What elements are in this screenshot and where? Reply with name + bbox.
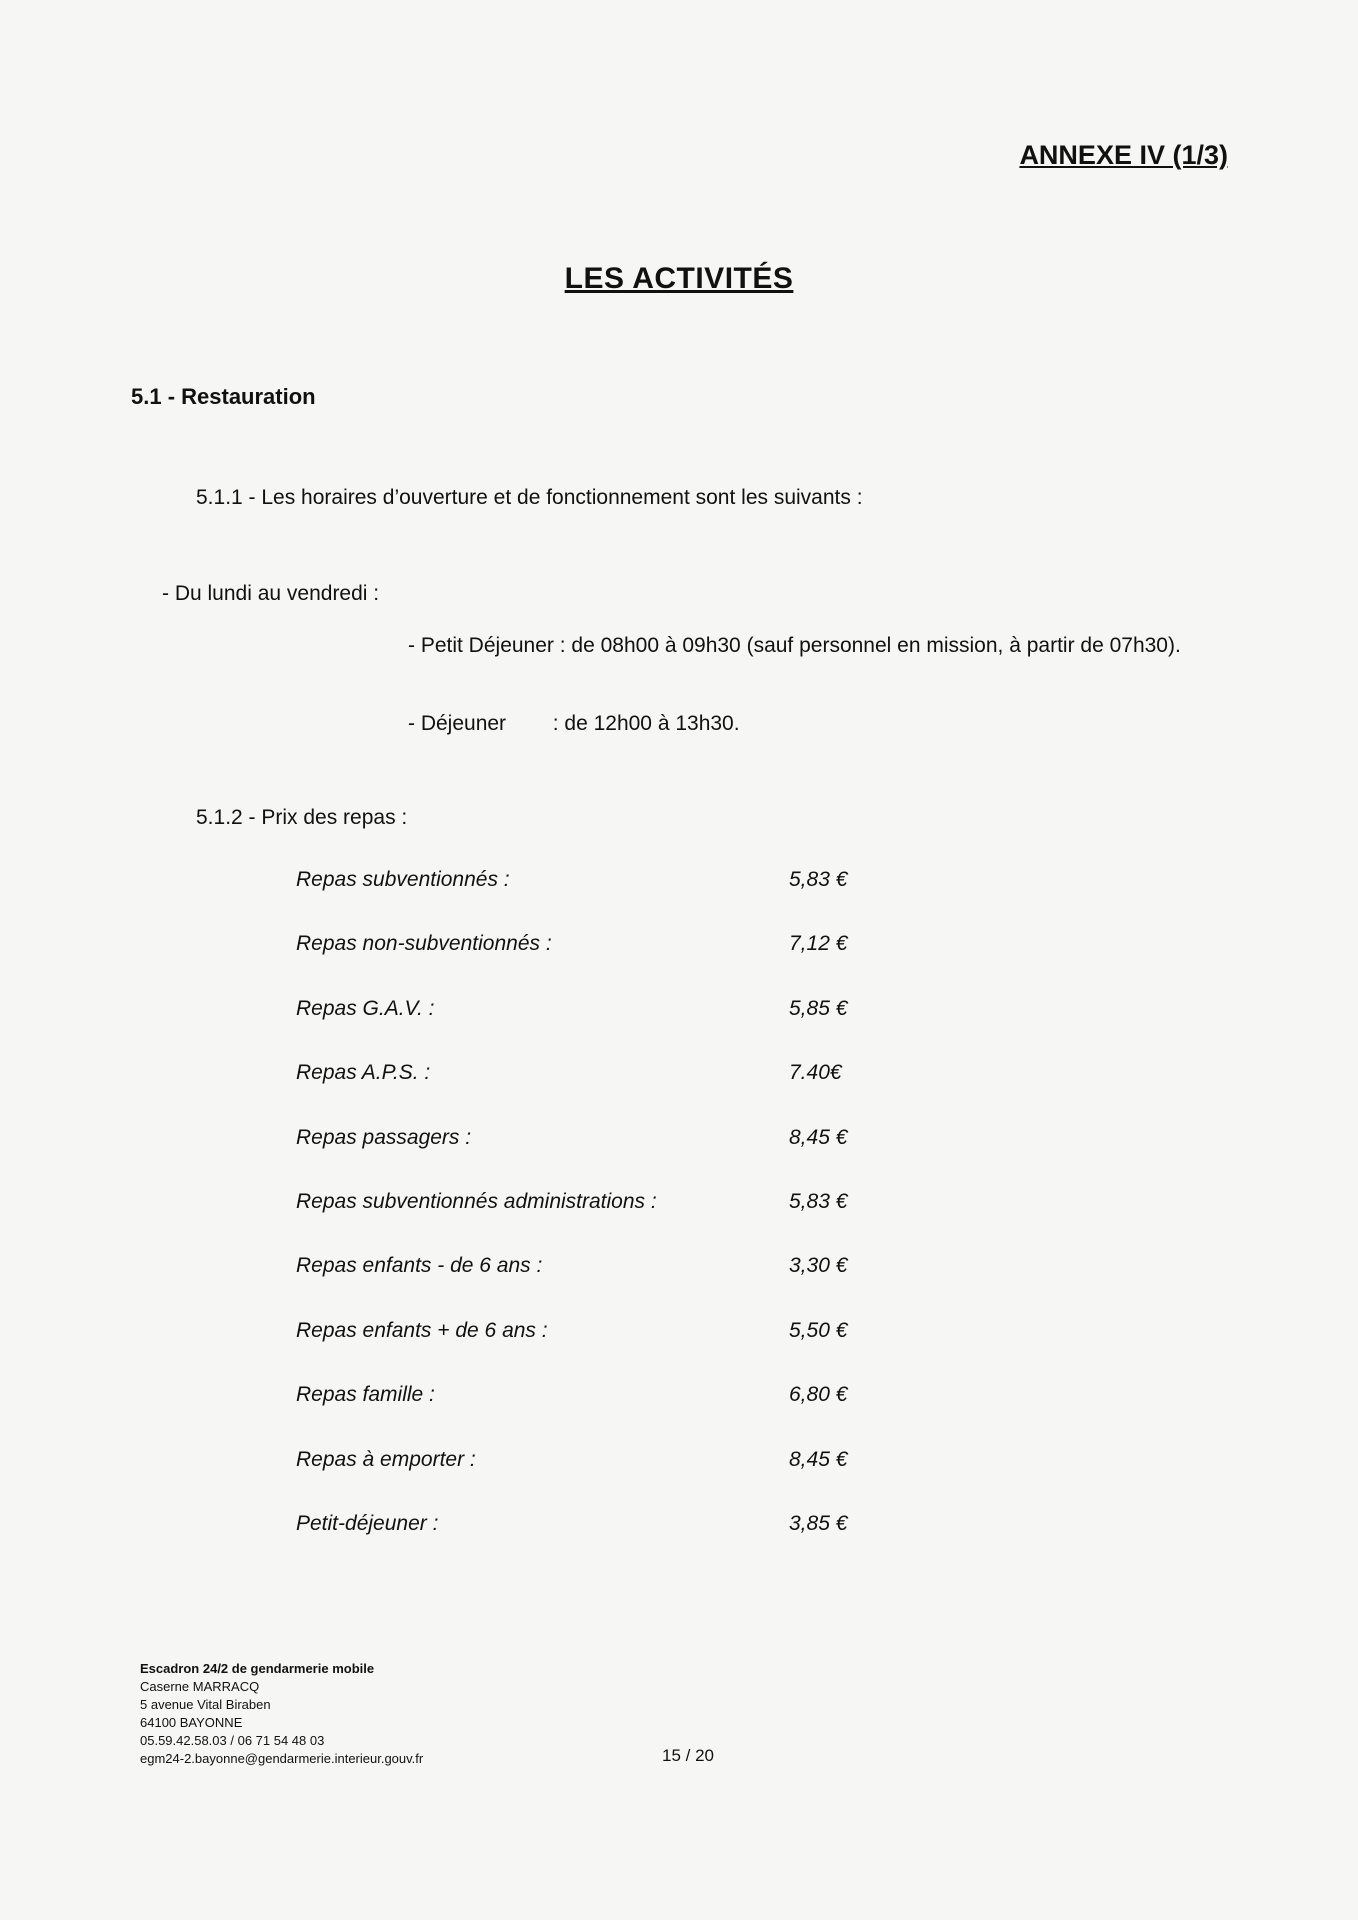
price-row xyxy=(296,997,856,1061)
price-row xyxy=(296,1319,856,1383)
footer-city: 64100 BAYONNE xyxy=(140,1715,243,1730)
price-value: 7.40€ xyxy=(789,1061,842,1085)
price-label: Repas enfants + de 6 ans : xyxy=(296,1318,548,1342)
price-label: Repas non-subventionnés : xyxy=(296,932,552,956)
price-label: Petit-déjeuner : xyxy=(296,1511,439,1535)
price-label: Repas passagers : xyxy=(296,1125,472,1149)
price-label: Repas subventionnés : xyxy=(296,868,510,891)
price-value: 3,30 € xyxy=(789,1254,848,1278)
breakfast-hours: - Petit Déjeuner : de 08h00 à 09h30 (sauf personnel en mission, à partir de 07h30). xyxy=(408,634,1181,657)
price-row xyxy=(296,1448,856,1512)
price-row xyxy=(296,1512,856,1576)
prices-heading: 5.1.2 - Prix des repas : xyxy=(196,806,408,829)
price-value: 5,83 € xyxy=(789,868,848,891)
price-list xyxy=(296,868,856,1576)
footer-address xyxy=(140,1660,423,1768)
price-value: 5,50 € xyxy=(789,1318,848,1342)
price-label: Repas enfants - de 6 ans : xyxy=(296,1254,543,1278)
footer-caserne: Caserne MARRACQ xyxy=(140,1679,260,1694)
price-label: Repas G.A.V. : xyxy=(296,996,435,1020)
price-label: Repas subventionnés administrations : xyxy=(296,1189,657,1213)
price-value: 7,12 € xyxy=(789,932,848,956)
price-row xyxy=(296,868,856,932)
price-value: 6,80 € xyxy=(789,1383,848,1407)
annexe-heading: ANNEXE IV (1/3) xyxy=(1019,140,1228,170)
price-value: 8,45 € xyxy=(789,1125,848,1149)
page-title: LES ACTIVITÉS xyxy=(564,262,794,295)
price-value: 8,45 € xyxy=(789,1447,848,1471)
footer-phones: 05.59.42.58.03 / 06 71 54 48 03 xyxy=(140,1733,325,1748)
price-row xyxy=(296,932,856,996)
price-value: 5,83 € xyxy=(789,1189,848,1213)
price-value: 3,85 € xyxy=(789,1511,848,1535)
days-label: - Du lundi au vendredi : xyxy=(162,582,380,605)
footer-org: Escadron 24/2 de gendarmerie mobile xyxy=(140,1661,375,1676)
section-heading: 5.1 - Restauration xyxy=(131,384,316,409)
footer-email: egm24-2.bayonne@gendarmerie.interieur.gouv.fr xyxy=(140,1751,424,1766)
horaires-heading: 5.1.1 - Les horaires d’ouverture et de fonctionnement sont les suivants : xyxy=(196,486,863,509)
price-row xyxy=(296,1254,856,1318)
page-number: 15 / 20 xyxy=(662,1746,714,1765)
price-row xyxy=(296,1383,856,1447)
price-label: Repas A.P.S. : xyxy=(296,1061,431,1085)
price-row xyxy=(296,1061,856,1125)
price-row xyxy=(296,1126,856,1190)
price-label: Repas famille : xyxy=(296,1383,435,1407)
price-row xyxy=(296,1190,856,1254)
price-value: 5,85 € xyxy=(789,996,848,1020)
price-label: Repas à emporter : xyxy=(296,1447,476,1471)
lunch-hours: - Déjeuner : de 12h00 à 13h30. xyxy=(408,712,740,735)
footer-street: 5 avenue Vital Biraben xyxy=(140,1697,271,1712)
